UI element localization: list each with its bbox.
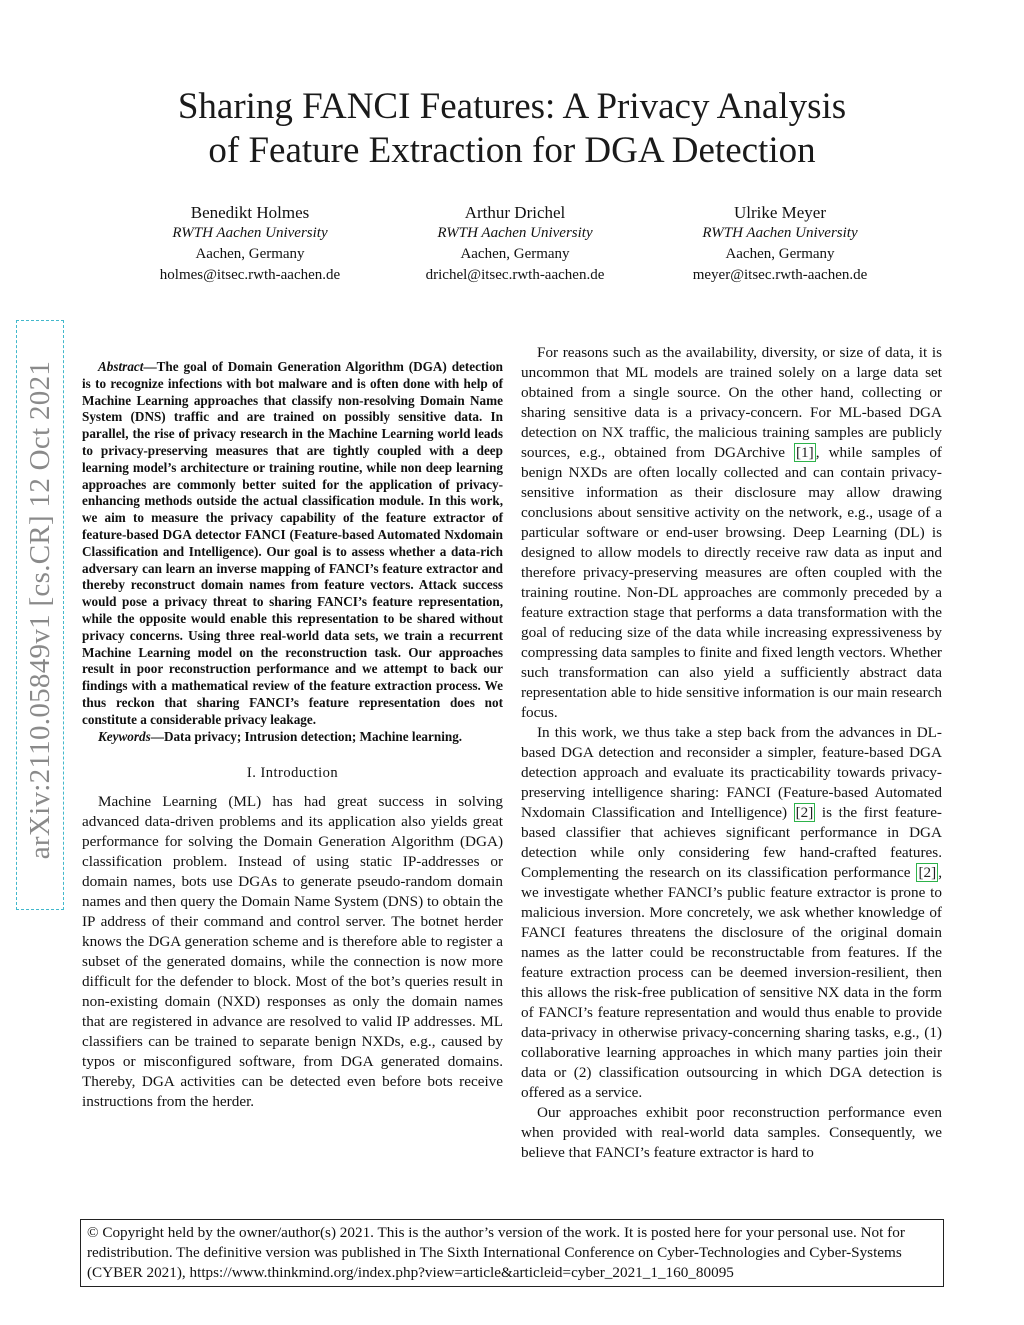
author-block-3 — [650, 202, 910, 286]
right-paragraph-1 — [521, 343, 942, 723]
author-affiliation: RWTH Aachen University — [172, 225, 328, 241]
author-name: Ulrike Meyer — [733, 203, 827, 222]
author-name: Arthur Drichel — [464, 203, 566, 222]
text-run: For reasons such as the availability, diversity, or size of data, it is uncommon that ML models are trained solely on a large data set obtained from a single source. On the other hand, collecting or sharing sensitive data is a privacy-concern. For ML-based DGA detection on NX traffic, the malicious training samples are publicly sources, e.g., obtained from DGArchive — [521, 344, 942, 461]
citation-link-1[interactable]: [1] — [796, 444, 814, 461]
text-run: is the first feature-based classifier that achieves significant performance in DGA detection while only considering few hand-crafted features. Complementing the research on its classification performance — [521, 804, 942, 881]
author-block-2 — [385, 202, 645, 286]
author-block-1 — [120, 202, 380, 286]
keywords-label: Keywords — [98, 728, 151, 744]
title-line-1: Sharing FANCI Features: A Privacy Analysis — [177, 86, 847, 127]
text-run: , we investigate whether FANCI’s public feature extractor is prone to malicious inversion. More concretely, we ask whether knowledge of FANCI features threatens the disclosure of the original domain names as the latter could be reconstructable from features. If the feature extraction process can be deemed inversion-resilient, then this allows the risk-free publication of sensitive NX data in the form of FANCI’s feature representation and would thus enable to provide data-privacy in otherwise privacy-concerning sharing tasks, e.g., (1) collaborative learning approaches in which many parties join their data or (2) classification outsourcing in which DGA detection is offered as a service. — [521, 864, 942, 1101]
author-location: Aachen, Germany — [725, 246, 835, 262]
section-heading-introduction: I. Introduction — [246, 765, 339, 782]
left-column — [82, 355, 503, 1112]
keywords: Keywords—Data privacy; Intrusion detection; Machine learning. — [98, 728, 463, 744]
paper-title — [110, 85, 914, 173]
author-email: drichel@itsec.rwth-aachen.de — [425, 267, 605, 283]
author-name: Benedikt Holmes — [190, 203, 310, 222]
right-paragraph-3: Our approaches exhibit poor reconstruction performance even when provided with real-world data samples. Consequently, we believe that FANCI’s feature extractor is hard to — [521, 1104, 942, 1161]
right-column — [521, 343, 942, 1163]
text-run: In this work, we thus take a step back from the advances in DL-based DGA detection and reconsider a simpler, feature-based DGA detection approach and evaluate its practicability towards privacy-preserving intelligence sharing: FANCI (Feature-based Automated Nxdomain Classification and Intelligence) — [521, 724, 942, 821]
citation-link-2[interactable]: [2] — [795, 804, 814, 821]
author-location: Aachen, Germany — [460, 246, 570, 262]
text-run: , while samples of benign NXDs are often locally collected and can contain privacy-sensitive information as their disclosure may allow drawing conclusions about sensitive activity on the network, e.g., usage of a particular software or end-user browsing. Deep Learning (DL) is designed to allow models to directly receive raw data as input and therefore privacy-preserving measures are often coupled with the training routine. Non-DL approaches are commonly preceded by a feature extraction stage that performs a data transformation with the goal of reducing size of the data while increasing expressiveness by compressing data samples to finite and fixed length vectors. Whether such transformation can also yield a sufficiently abstract data representation able to hide sensitive information is our main research focus. — [521, 444, 942, 721]
arxiv-identifier: arXiv:2110.05849v1 [cs.CR] 12 Oct 2021 — [24, 360, 56, 860]
abstract-text: The goal of Domain Generation Algorithm (DGA) detection is to recognize infections with bot malware and is often done with help of Machine Learning approaches that classify non-resolving Domain Name System (DNS) traffic and are trained on possibly sensitive data. In parallel, the rise of privacy research in the Machine Learning world leads to privacy-preserving measures that are tightly coupled with a deep learning model’s architecture or training routine, while non deep learning approaches are commonly better suited for the application of privacy-enhancing methods outside the actual classification module. In this work, we aim to measure the privacy capability of the feature extractor of feature-based DGA detector FANCI (Feature-based Automated Nxdomain Classification and Intelligence). Our goal is to assess whether a data-rich adversary can learn an inverse mapping of FANCI’s feature extractor and thereby reconstruct domain names from feature vectors. Attack success would pose a privacy threat to sharing FANCI’s feature representation, while the opposite would enable this representation to be shared without privacy concerns. Using three real-world data sets, we train a recurrent Machine Learning model on the reconstruction task. Our approaches result in poor reconstruction performance and we attempt to back our findings with a mathematical review of the feature extraction process. We thus reckon that sharing FANCI’s feature representation does not constitute a considerable privacy leakage. — [82, 359, 503, 727]
citation-link-3[interactable]: [2] — [918, 864, 937, 881]
author-affiliation: RWTH Aachen University — [437, 225, 593, 241]
abstract-label: Abstract — [98, 359, 144, 374]
author-email: meyer@itsec.rwth-aachen.de — [692, 267, 868, 283]
author-email: holmes@itsec.rwth-aachen.de — [159, 267, 341, 283]
title-line-2: of Feature Extraction for DGA Detection — [208, 130, 816, 171]
intro-paragraph-1: Machine Learning (ML) has had great success in solving advanced data-driven problems and its application also yields great performance for solving the Domain Generation Algorithm (DGA) classification problem. Instead of using static IP-addresses or domain names, bots use DGAs to generate pseudo-random domain names and then query the Domain Name System (DNS) to obtain the IP address of their command and control server. The botnet herder knows the DGA generation scheme and is therefore able to register a subset of the generated domains, while the connection is now more difficult for the defender to block. Most of the bot’s queries result in non-existing domain (NXD) responses as only the domain names that are registered in advance are resolved to valid IP addresses. ML classifiers can be trained to separate benign NXDs, e.g., caused by typos or misconfigured software, from DGA generated domains. Thereby, DGA activities can be detected even before bots receive instructions from the herder. — [82, 793, 503, 1111]
keywords-text: Data privacy; Intrusion detection; Machine learning. — [163, 728, 463, 744]
abstract: Abstract—The goal of Domain Generation Algorithm (DGA) detection is to recognize infections with bot malware and is often done with help of Machine Learning approaches that classify non-resolving Domain Name System (DNS) traffic and are trained on possibly sensitive data. In parallel, the rise of privacy research in the Machine Learning world leads to privacy-preserving measures that are tightly coupled with a deep learning model’s architecture or training routine, while non deep learning approaches are commonly better suited for the application of privacy-enhancing methods outside the actual classification module. In this work, we aim to measure the privacy capability of the feature extractor of feature-based DGA detector FANCI (Feature-based Automated Nxdomain Classification and Intelligence). Our goal is to assess whether a data-rich adversary can learn an inverse mapping of FANCI’s feature extractor and thereby reconstruct domain names from feature vectors. Attack success would pose a privacy threat to sharing FANCI’s feature representation, while the opposite would enable this representation to be shared without privacy concerns. Using three real-world data sets, we train a recurrent Machine Learning model on the reconstruction task. Our approaches result in poor reconstruction performance and we attempt to back our findings with a mathematical review of the feature extraction process. We thus reckon that sharing FANCI’s feature representation does not constitute a considerable privacy leakage. — [82, 359, 503, 727]
copyright-notice: © Copyright held by the owner/author(s) 2021. This is the author’s version of the work. It is posted here for your personal use. Not for redistribution. The definitive version was published in The Sixth International Conference on Cyber-Technologies and Cyber-Systems (CYBER 2021), https://www.thinkmind.org/index.php?view=article&articleid=cyber_2021_1_160_80095 — [80, 1219, 944, 1287]
author-location: Aachen, Germany — [195, 246, 305, 262]
right-paragraph-2 — [521, 723, 942, 1103]
author-affiliation: RWTH Aachen University — [702, 225, 858, 241]
